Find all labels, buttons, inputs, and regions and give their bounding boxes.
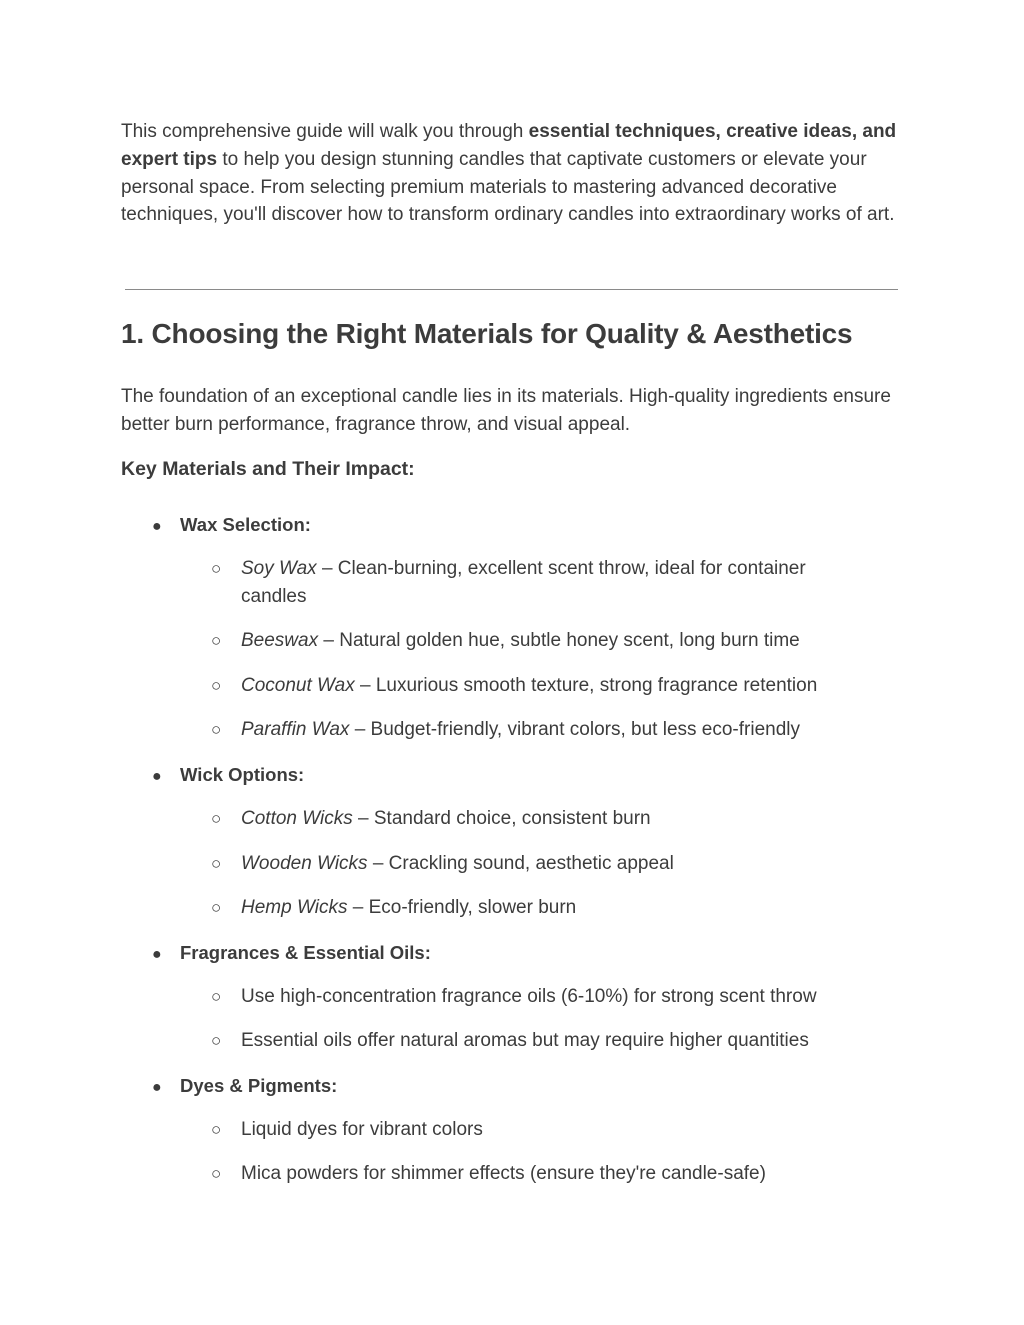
term: Coconut Wax: [241, 675, 355, 696]
circle-bullet-icon: ○: [211, 854, 222, 873]
sub-item-text: Essential oils offer natural aromas but may require higher quantities: [241, 1030, 809, 1051]
bullet-icon: ●: [152, 518, 162, 535]
circle-bullet-icon: ○: [211, 898, 222, 917]
term: Soy Wax: [241, 558, 317, 579]
intro-post: to help you design stunning candles that captivate customers or elevate your personal space. From selecting premium materials to mastering advanced decorative techniques, you'll discover how to transform ordinary candles into extraordinary works of art.: [121, 148, 895, 226]
bullet-icon: ●: [152, 1079, 162, 1096]
dyes-label: Dyes & Pigments:: [180, 1075, 338, 1096]
sub-item-paraffin-wax: [211, 716, 911, 744]
desc: – Natural golden hue, subtle honey scent, long burn time: [318, 630, 800, 651]
sub-item-text: Liquid dyes for vibrant colors: [241, 1119, 483, 1140]
desc: – Crackling sound, aesthetic appeal: [367, 853, 674, 874]
sub-item-mica-powders: [211, 1160, 911, 1188]
wick-label: Wick Options:: [180, 764, 305, 785]
circle-bullet-icon: ○: [211, 631, 222, 650]
circle-bullet-icon: ○: [211, 720, 222, 739]
sub-item-essential-oils: [211, 1027, 911, 1055]
circle-bullet-icon: ○: [211, 1164, 222, 1183]
desc: – Eco-friendly, slower burn: [347, 897, 577, 918]
sub-item-wooden-wicks: [211, 850, 851, 878]
section-subheading: Key Materials and Their Impact:: [121, 458, 415, 480]
term: Beeswax: [241, 630, 319, 651]
circle-bullet-icon: ○: [211, 1120, 222, 1139]
intro-block: [121, 118, 906, 229]
circle-bullet-icon: ○: [211, 559, 222, 578]
sub-item-soy-wax: [211, 555, 851, 611]
intro-paragraph: [121, 118, 906, 229]
list-item-wax: [152, 512, 311, 540]
sub-item-text: Use high-concentration fragrance oils (6-10%) for strong scent throw: [241, 986, 817, 1007]
sub-item-text: [241, 850, 851, 878]
sub-item-text: [241, 672, 851, 700]
sub-item-text: Mica powders for shimmer effects (ensure they're candle-safe): [241, 1163, 766, 1184]
sub-item-fragrance-oils: [211, 983, 911, 1011]
circle-bullet-icon: ○: [211, 987, 222, 1006]
desc: – Clean-burning, excellent scent throw, ideal for container candles: [241, 558, 806, 607]
term: Paraffin Wax: [241, 719, 350, 740]
sub-item-text: [241, 894, 851, 922]
term: Wooden Wicks: [241, 853, 368, 874]
term: Cotton Wicks: [241, 808, 353, 829]
bullet-icon: ●: [152, 768, 162, 785]
list-item-wick: [152, 762, 304, 790]
sub-item-text: [241, 805, 851, 833]
desc: – Luxurious smooth texture, strong fragrance retention: [354, 675, 818, 696]
fragrance-label: Fragrances & Essential Oils:: [180, 942, 431, 963]
sub-item-cotton-wicks: [211, 805, 851, 833]
circle-bullet-icon: ○: [211, 809, 222, 828]
sub-item-text: [241, 627, 851, 655]
wax-label: Wax Selection:: [180, 514, 311, 535]
desc: – Budget-friendly, vibrant colors, but less eco-friendly: [349, 719, 801, 740]
sub-item-liquid-dyes: [211, 1116, 851, 1144]
sub-item-hemp-wicks: [211, 894, 851, 922]
sub-item-coconut-wax: [211, 672, 851, 700]
intro-pre: This comprehensive guide will walk you through: [121, 121, 529, 142]
horizontal-divider: [125, 289, 898, 290]
bullet-icon: ●: [152, 946, 162, 963]
circle-bullet-icon: ○: [211, 1031, 222, 1050]
desc: – Standard choice, consistent burn: [352, 808, 651, 829]
section-heading: 1. Choosing the Right Materials for Quality & Aesthetics: [121, 318, 853, 349]
list-item-dyes: [152, 1073, 337, 1101]
intro-bold: essential techniques, creative ideas, and expert tips: [121, 121, 897, 170]
sub-item-beeswax: [211, 627, 851, 655]
circle-bullet-icon: ○: [211, 676, 222, 695]
section-paragraph: The foundation of an exceptional candle lies in its materials. High-quality ingredients ensure better burn performance, fragrance throw, and visual appeal.: [121, 386, 891, 435]
list-item-fragrances: [152, 940, 431, 968]
term: Hemp Wicks: [241, 897, 348, 918]
sub-item-text: [241, 555, 851, 611]
sub-item-text: [241, 716, 911, 744]
